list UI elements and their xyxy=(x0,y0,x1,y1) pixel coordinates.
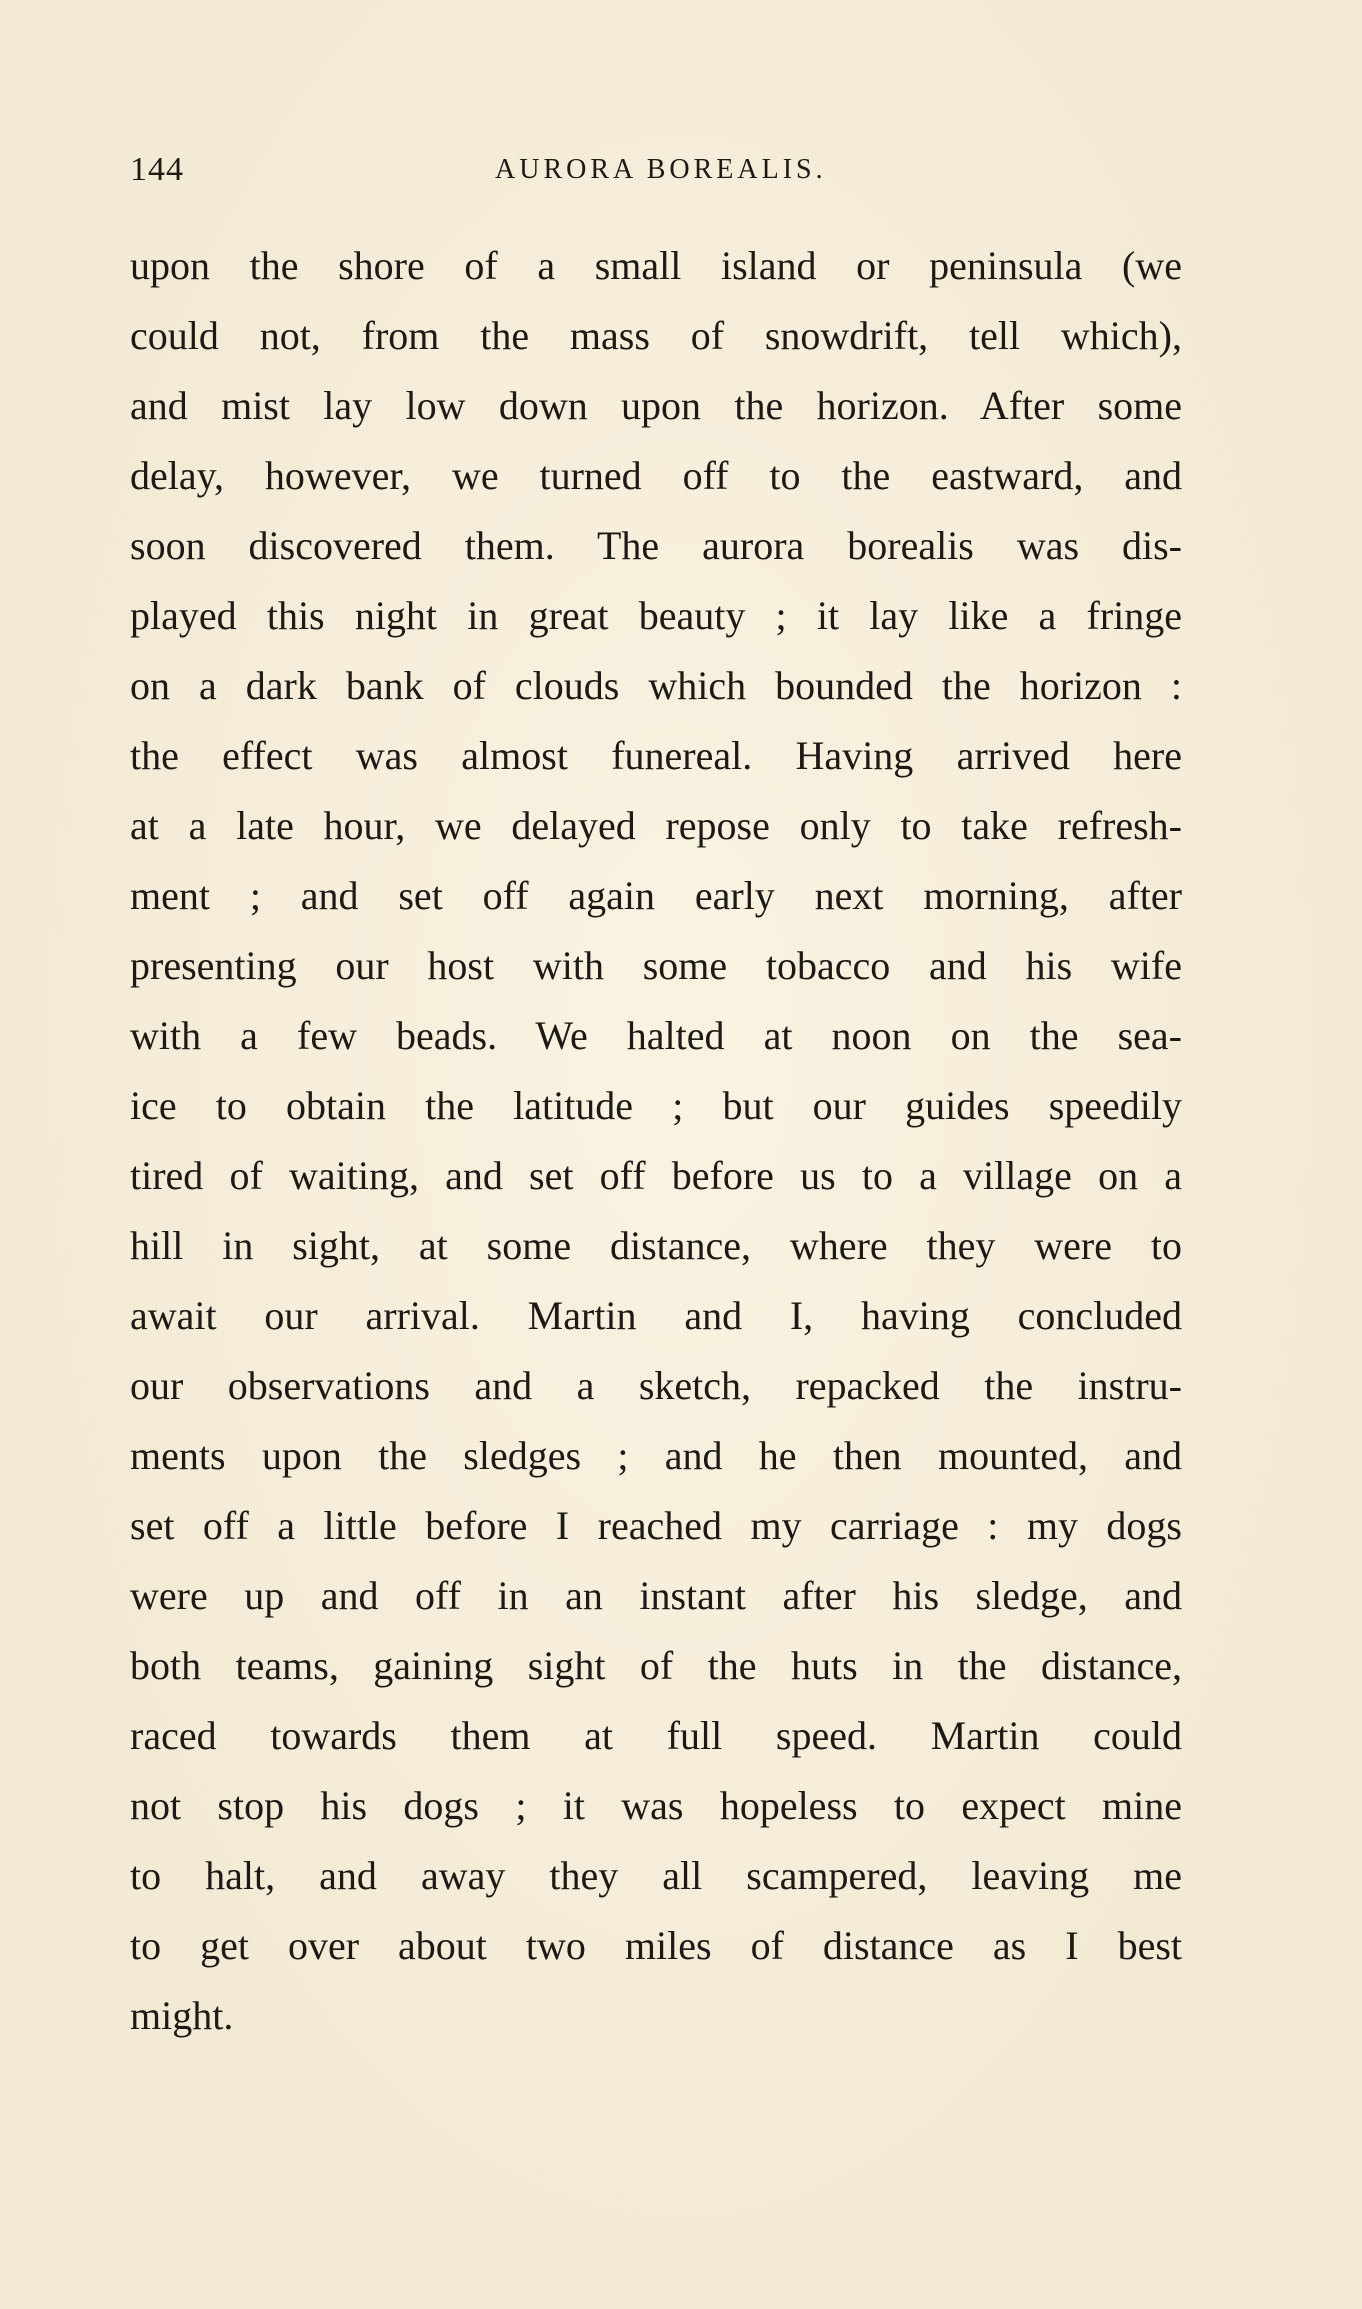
text-line: raced towards them at full speed. Martin could xyxy=(130,1713,1182,1758)
text-line: with a few beads. We halted at noon on the sea- xyxy=(130,1013,1182,1058)
text-line: to halt, and away they all scampered, leaving me xyxy=(130,1853,1182,1898)
text-line: were up and off in an instant after his sledge, and xyxy=(130,1573,1182,1618)
running-title: AURORA BOREALIS. xyxy=(495,154,827,185)
text-line: ice to obtain the latitude ; but our guides speedily xyxy=(130,1083,1182,1128)
text-line: hill in sight, at some distance, where they were to xyxy=(130,1223,1182,1268)
text-line: ments upon the sledges ; and he then mounted, and xyxy=(130,1433,1182,1478)
text-line: might. xyxy=(130,1993,234,2038)
text-line: both teams, gaining sight of the huts in the distance, xyxy=(130,1643,1182,1688)
page-header xyxy=(130,140,1190,200)
text-line: await our arrival. Martin and I, having concluded xyxy=(130,1293,1182,1338)
text-line: soon discovered them. The aurora borealis was dis- xyxy=(130,523,1182,568)
text-line: could not, from the mass of snowdrift, tell which), xyxy=(130,313,1182,358)
body-text xyxy=(130,231,1182,2051)
text-line: at a late hour, we delayed repose only to take refresh- xyxy=(130,803,1182,848)
text-line: delay, however, we turned off to the eastward, and xyxy=(130,453,1182,498)
text-line: to get over about two miles of distance as I best xyxy=(130,1923,1182,1968)
text-line: presenting our host with some tobacco and his wife xyxy=(130,943,1182,988)
text-line: upon the shore of a small island or peninsula (we xyxy=(130,243,1182,288)
text-line: ment ; and set off again early next morning, after xyxy=(130,873,1182,918)
text-line: tired of waiting, and set off before us to a village on a xyxy=(130,1153,1182,1198)
text-line: on a dark bank of clouds which bounded the horizon : xyxy=(130,663,1182,708)
text-line: set off a little before I reached my carriage : my dogs xyxy=(130,1503,1182,1548)
text-line: not stop his dogs ; it was hopeless to expect mine xyxy=(130,1783,1182,1828)
text-line: the effect was almost funereal. Having arrived here xyxy=(130,733,1182,778)
text-line: our observations and a sketch, repacked the instru- xyxy=(130,1363,1182,1408)
text-line: played this night in great beauty ; it lay like a fringe xyxy=(130,593,1182,638)
text-line: and mist lay low down upon the horizon. After some xyxy=(130,383,1182,428)
page-number: 144 xyxy=(130,151,184,188)
